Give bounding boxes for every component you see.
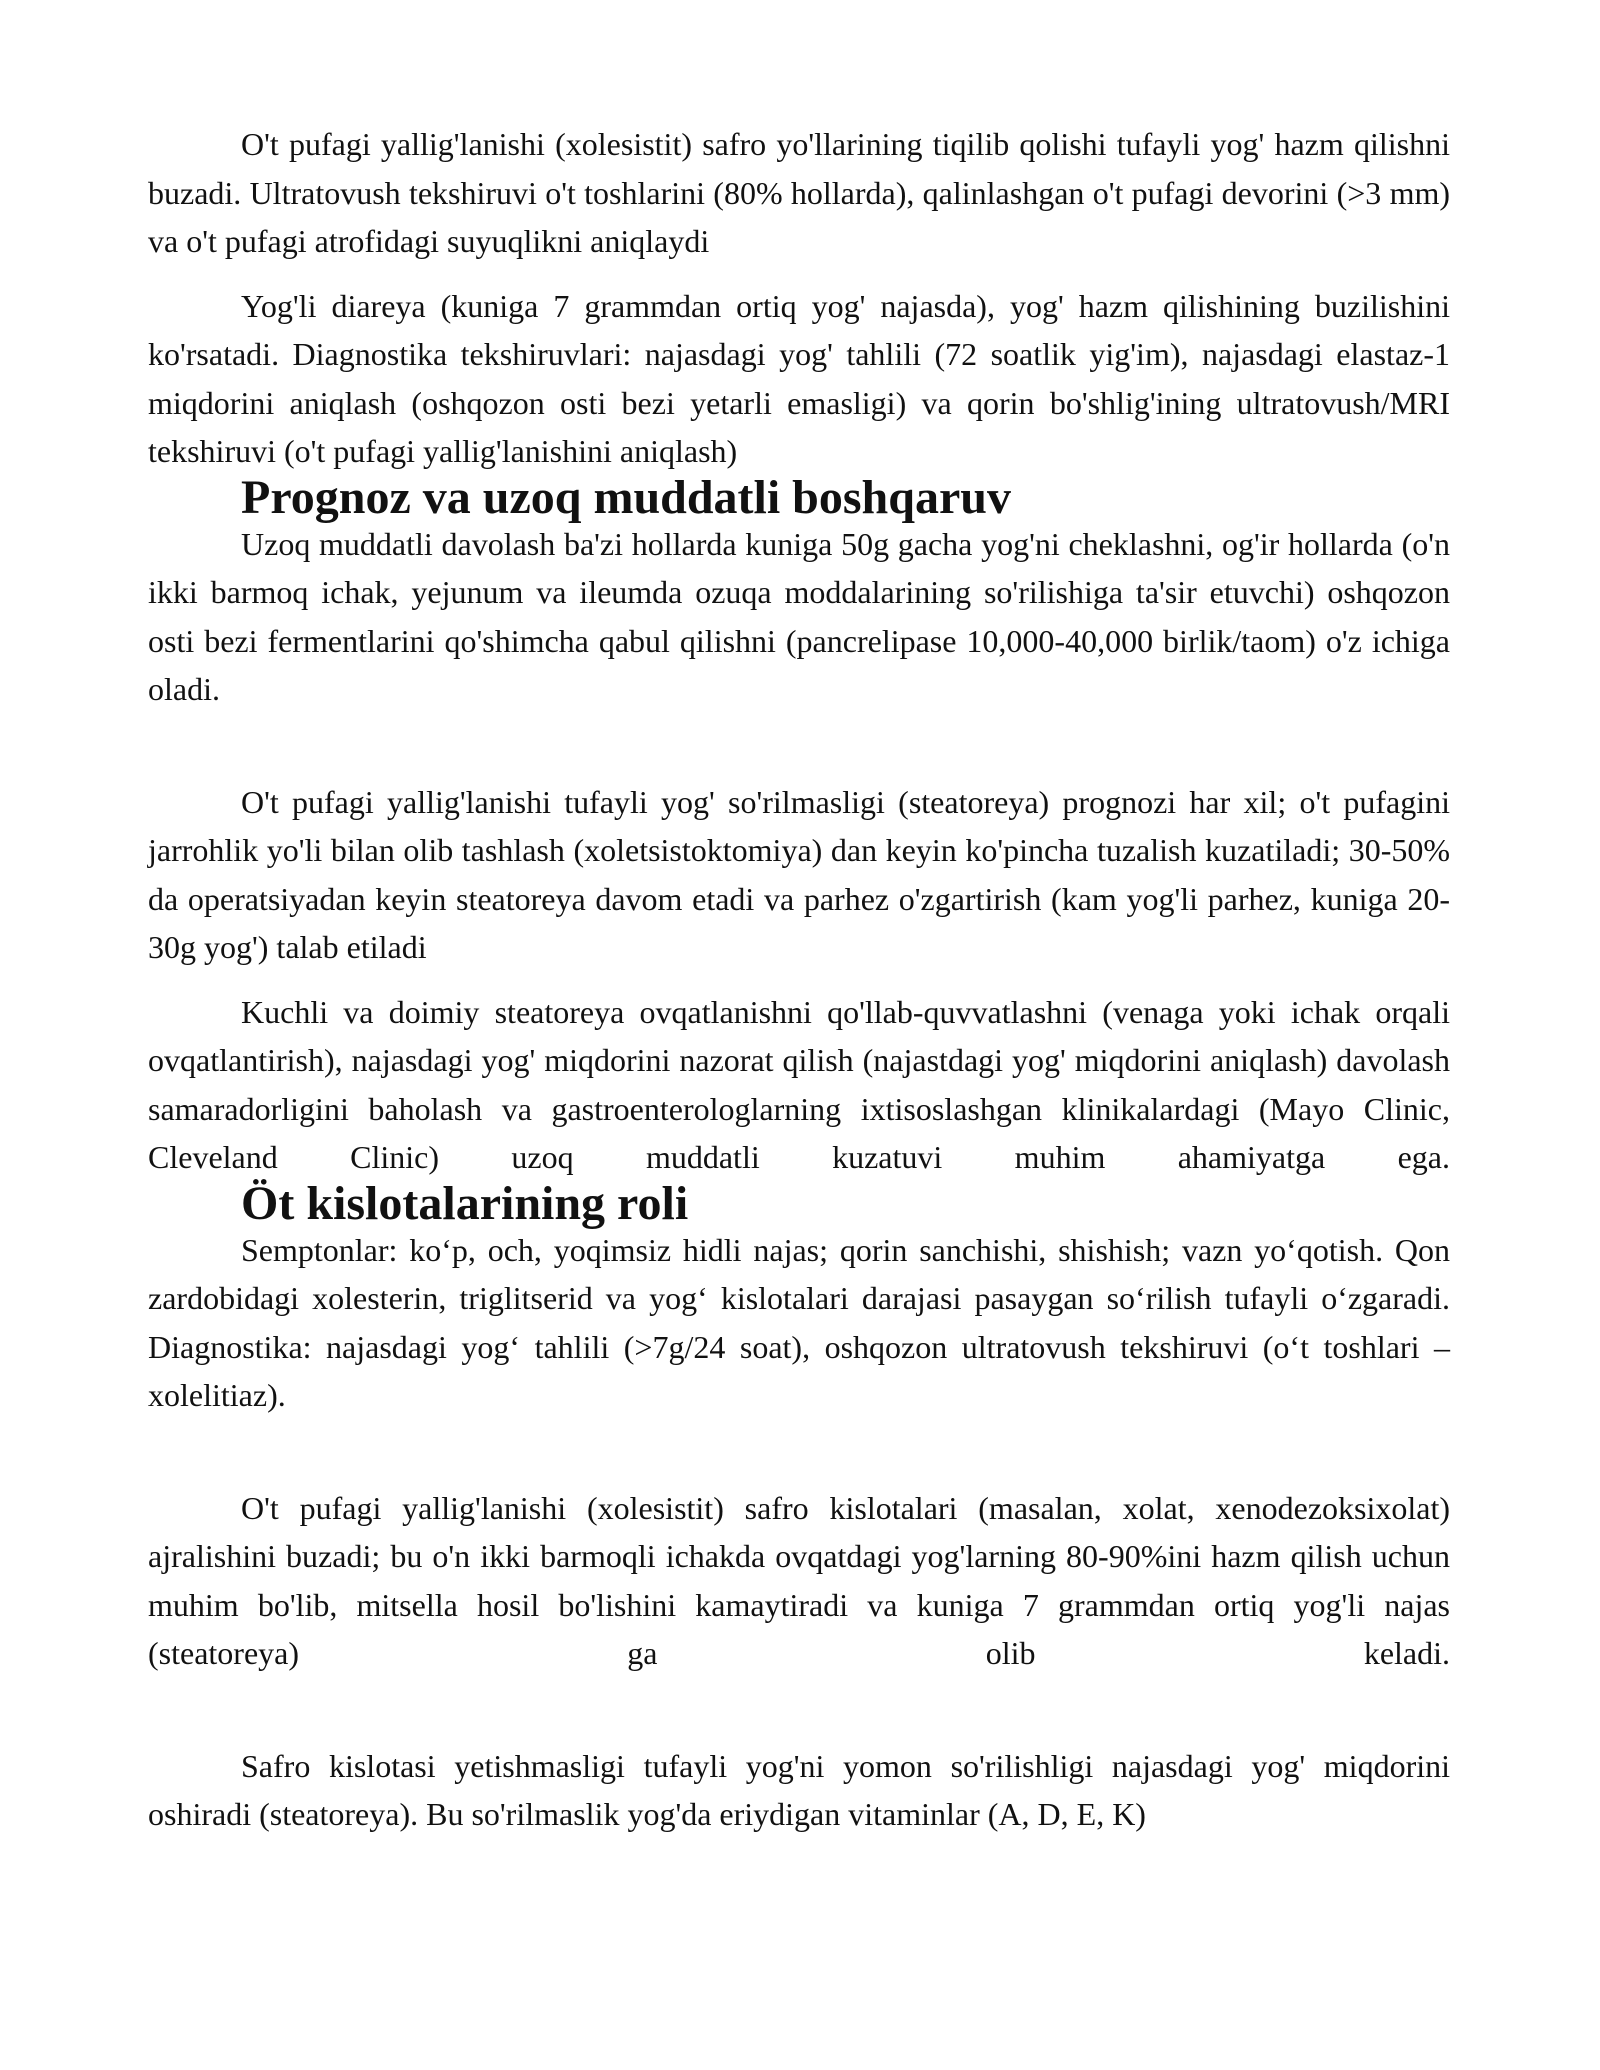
paragraph-long-term-treatment: Uzoq muddatli davolash ba'zi hollarda kuniga 50g gacha yog'ni cheklashni, og'ir hollarda (o'n ikki barmoq ichak, yejunum va ileumda ozuqa moddalarining so'rilishiga ta'sir etuvchi) oshqozon osti bezi fermentlarini qo'shimcha qabul qilishni (pancrelipase 10,000-40,000 birlik/taom) o'z ichiga oladi.	[148, 525, 1450, 707]
paragraph-bile-acid-deficiency: Safro kislotasi yetishmasligi tufayli yog'ni yomon so'rilishligi najasdagi yog' miqdorini oshiradi (steatoreya). Bu so'rilmaslik yog'da eriydigan vitaminlar (A, D, E, K)	[148, 1747, 1450, 1832]
heading-bile-acids-role: Öt kislotalarining roli	[241, 1176, 689, 1230]
paragraph-severe-steatorrhea: Kuchli va doimiy steatoreya ovqatlanishni qo'llab-quvvatlashni (venaga yoki ichak orqali ovqatlantirish), najasdagi yog' miqdorini nazorat qilish (najastdagi yog' miqdorini aniqlash) davolash samaradorligini baholash va gastroenterologlarning ixtisoslashgan klinikalardagi (Mayo Clinic, Cleveland Clinic) uzoq muddatli kuzatuvi muhim ahamiyatga ega.	[148, 993, 1450, 1175]
paragraph-symptoms-diagnostics: Semptonlar: ko‘p, och, yoqimsiz hidli najas; qorin sanchishi, shishish; vazn yo‘qotish. Qon zardobidagi xolesterin, triglitserid va yog‘ kislotalari darajasi pasaygan so‘rilish tufayli o‘zgaradi. Diagnostika: najasdagi yog‘ tahlili (>7g/24 soat), oshqozon ultratovush tekshiruvi (o‘t toshlari – xolelitiaz).	[148, 1231, 1450, 1413]
paragraph-fatty-diarrhea-diagnostics: Yog'li diareya (kuniga 7 grammdan ortiq yog' najasda), yog' hazm qilishining buzilishini ko'rsatadi. Diagnostika tekshiruvlari: najasdagi yog' tahlili (72 soatlik yig'im), najasdagi elastaz-1 miqdorini aniqlash (oshqozon osti bezi yetarli emasligi) va qorin bo'shlig'ining ultratovush/MRI tekshiruvi (o't pufagi yallig'lanishini aniqlash)	[148, 287, 1450, 469]
paragraph-bile-acid-secretion: O't pufagi yallig'lanishi (xolesistit) safro kislotalari (masalan, xolat, xenodezoksixolat) ajralishini buzadi; bu o'n ikki barmoqli ichakda ovqatdagi yog'larning 80-90%ini hazm qilish uchun muhim bo'lib, mitsella hosil bo'lishini kamaytiradi va kuniga 7 grammdan ortiq yog'li najas (steatoreya) ga olib keladi.	[148, 1489, 1450, 1671]
paragraph-cholecystitis-ultrasound: O't pufagi yallig'lanishi (xolesistit) safro yo'llarining tiqilib qolishi tufayli yog' hazm qilishni buzadi. Ultratovush tekshiruvi o't toshlarini (80% hollarda), qalinlashgan o't pufagi devorini (>3 mm) va o't pufagi atrofidagi suyuqlikni aniqlaydi	[148, 126, 1450, 259]
paragraph-steatorrhea-prognosis: O't pufagi yallig'lanishi tufayli yog' so'rilmasligi (steatoreya) prognozi har xil; o't pufagini jarrohlik yo'li bilan olib tashlash (xoletsistoktomiya) dan keyin ko'pincha tuzalish kuzatiladi; 30-50% da operatsiyadan keyin steatoreya davom etadi va parhez o'zgartirish (kam yog'li parhez, kuniga 20-30g yog') talab etiladi	[148, 783, 1450, 965]
heading-prognosis-management: Prognoz va uzoq muddatli boshqaruv	[241, 470, 1011, 524]
document-page	[148, 120, 1450, 1839]
